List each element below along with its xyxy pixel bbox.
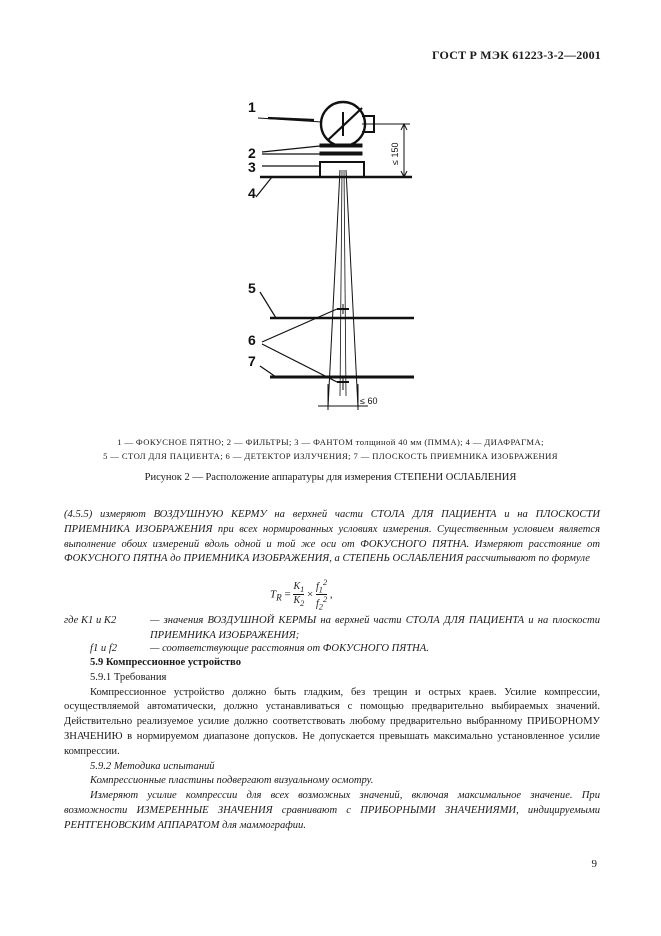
subsection-heading-5-9-1: 5.9.1 Требования [90, 671, 167, 683]
figure-legend-line2: 5 — СТОЛ ДЛЯ ПАЦИЕНТА; 6 — ДЕТЕКТОР ИЗЛУЧЕНИЯ; 7 — ПЛОСКОСТЬ ПРИЕМНИКА ИЗОБРАЖЕНИЯ [103, 451, 558, 461]
page-number: 9 [591, 858, 597, 870]
section-heading-5-9: 5.9 Компрессионное устройство [90, 657, 241, 668]
filter-plate-1 [320, 144, 362, 147]
subsection-heading-5-9-2: 5.9.2 Методика испытаний [90, 760, 215, 772]
dimension-width: ≤ 60 [360, 396, 378, 406]
where-text-1: — значения ВОЗДУШНОЙ КЕРМЫ на верхней части СТОЛА ДЛЯ ПАЦИЕНТА и на плоскости ПРИЕМНИКА ИЗОБРАЖЕНИЯ; [150, 615, 600, 641]
formula-lhs: T [270, 588, 277, 601]
figure-label-4: 4 [248, 185, 256, 201]
figure-label-6: 6 [248, 332, 256, 348]
where-text-2: — соответствующие расстояния от ФОКУСНОГО ПЯТНА. [150, 643, 429, 654]
formula-sub: R [276, 592, 282, 603]
document-header: ГОСТ Р МЭК 61223-3-2—2001 [432, 48, 601, 62]
section-5-9 [64, 656, 600, 834]
paragraph-requirements: Компрессионное устройство должно быть гладким, без трещин и острых краев. Усилие компрессии, осуществляемой автоматически, должно устанавливаться с помощью предварительно выбираемых значений. Действительно реализуемое усилие должно соответствовать любому предварительно выбранному ПРИБОРНОМУ ЗНАЧЕНИЮ в нормируемом диапазоне допусков. Не допускается превышать максимально установленное усилие компрессии. [64, 686, 600, 757]
figure-label-3: 3 [248, 159, 256, 175]
paragraph-force-measurement: Измеряют усилие компрессии для всех возможных значений, включая максимальное значение. При возможности ИЗМЕРЕННЫЕ ЗНАЧЕНИЯ сравнивают с ПРИБОРНЫМИ ЗНАЧЕНИЯМИ, индицируемыми РЕНТГЕНОВСКИМ АППАРАТОМ для маммографии. [64, 790, 600, 831]
figure-legend-line1: 1 — ФОКУСНОЕ ПЯТНО; 2 — ФИЛЬТРЫ; 3 — ФАНТОМ толщиной 40 мм (ПММА); 4 — ДИАФРАГМА; [117, 437, 544, 447]
apparatus-figure [0, 0, 661, 440]
filter-plate-2 [320, 152, 362, 155]
figure-label-5: 5 [248, 280, 256, 296]
figure-label-1: 1 [248, 99, 256, 115]
paragraph-visual-inspection: Компрессионные пластины подвергают визуальному осмотру. [90, 775, 374, 787]
formula: $T_R$ = $\frac{K_1}{K_2}$ × $\frac{f_1^2}{f_2^2}$ , [270, 578, 333, 612]
dimension-distance: ≤ 150 [390, 142, 400, 165]
paragraph-measurement-text: (4.5.5) измеряют ВОЗДУШНУЮ КЕРМУ на верхней части СТОЛА ДЛЯ ПАЦИЕНТА и на ПЛОСКОСТИ ПРИЕМНИКА ИЗОБРАЖЕНИЯ при всех нормированных условиях измерения. Существенным условием является выполнение обоих измерений вдоль одной и той же оси от ФОКУСНОГО ПЯТНА. Измеряют расстояние от ФОКУСНОГО ПЯТНА до ПРИЕМНИКА ИЗОБРАЖЕНИЯ, а СТЕПЕНЬ ОСЛАБЛЕНИЯ рассчитывают по формуле [64, 509, 600, 565]
where-term-1: где K1 и K2 [64, 615, 117, 626]
figure-label-2: 2 [248, 145, 256, 161]
paragraph-measurement [64, 508, 600, 567]
where-term-2: f1 и f2 [90, 643, 118, 654]
figure-label-7: 7 [248, 353, 256, 369]
figure-caption: Рисунок 2 — Расположение аппаратуры для измерения СТЕПЕНИ ОСЛАБЛЕНИЯ [144, 472, 517, 483]
